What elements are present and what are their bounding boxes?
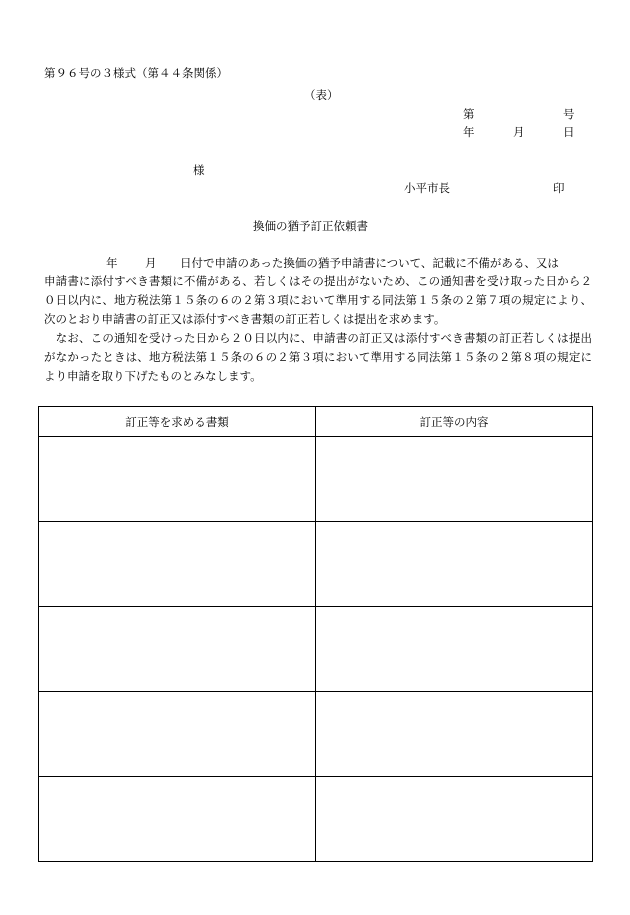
header-documents: 訂正等を求める書類: [39, 407, 316, 437]
table-cell-documents[interactable]: [39, 607, 316, 692]
body-year-label: 年: [106, 256, 118, 270]
table-cell-documents[interactable]: [39, 522, 316, 607]
side-label: （表）: [304, 88, 339, 102]
body-paragraph-1: 申請書に添付すべき書類に不備がある、若しくはその提出がないため、この通知書を受け取った日から２０日以内に、地方税法第１５条の６の２第３項において準用する同法第１５条の２第７項の規定により、次のとおり申請書の訂正又は添付すべき書類の訂正若しくは提出を求めます。: [44, 274, 592, 326]
table-cell-contents[interactable]: [316, 692, 593, 777]
table-cell-contents[interactable]: [316, 437, 593, 522]
table-cell-contents[interactable]: [316, 607, 593, 692]
table-cell-contents[interactable]: [316, 522, 593, 607]
table-cell-documents[interactable]: [39, 692, 316, 777]
date-day: 日: [563, 125, 575, 139]
correction-table: [38, 406, 593, 862]
table-cell-documents[interactable]: [39, 777, 316, 862]
date-year: 年: [463, 125, 475, 139]
body-paragraph-2: なお、この通知を受けった日から２０日以内に、申請書の訂正又は添付すべき書類の訂正若しくは提出がなかったときは、地方税法第１５条の６の２第３項において準用する同法第１５条の２第８項の規定により申請を取り下げたものとみなします。: [44, 331, 592, 383]
issuer-name: 小平市長: [404, 181, 450, 195]
body-month-label: 月: [145, 256, 157, 270]
table-row: [39, 692, 593, 777]
table-cell-documents[interactable]: [39, 437, 316, 522]
table-row: [39, 777, 593, 862]
table-row: [39, 522, 593, 607]
table-header-row: [39, 407, 593, 437]
document-title: 換価の猶予訂正依頼書: [253, 219, 368, 233]
header-contents: 訂正等の内容: [316, 407, 593, 437]
addressee-suffix: 様: [193, 163, 205, 177]
table-row: [39, 437, 593, 522]
date-month: 月: [513, 125, 525, 139]
doc-number-suffix: 号: [563, 107, 575, 121]
table-row: [39, 607, 593, 692]
issuer-seal: 印: [553, 181, 565, 195]
doc-number-prefix: 第: [463, 107, 475, 121]
table-cell-contents[interactable]: [316, 777, 593, 862]
body-first-line-text: 日付で申請のあった換価の猶予申請書について、記載に不備がある、又は: [180, 256, 559, 270]
form-number: 第９６号の３様式（第４４条関係）: [44, 66, 228, 80]
